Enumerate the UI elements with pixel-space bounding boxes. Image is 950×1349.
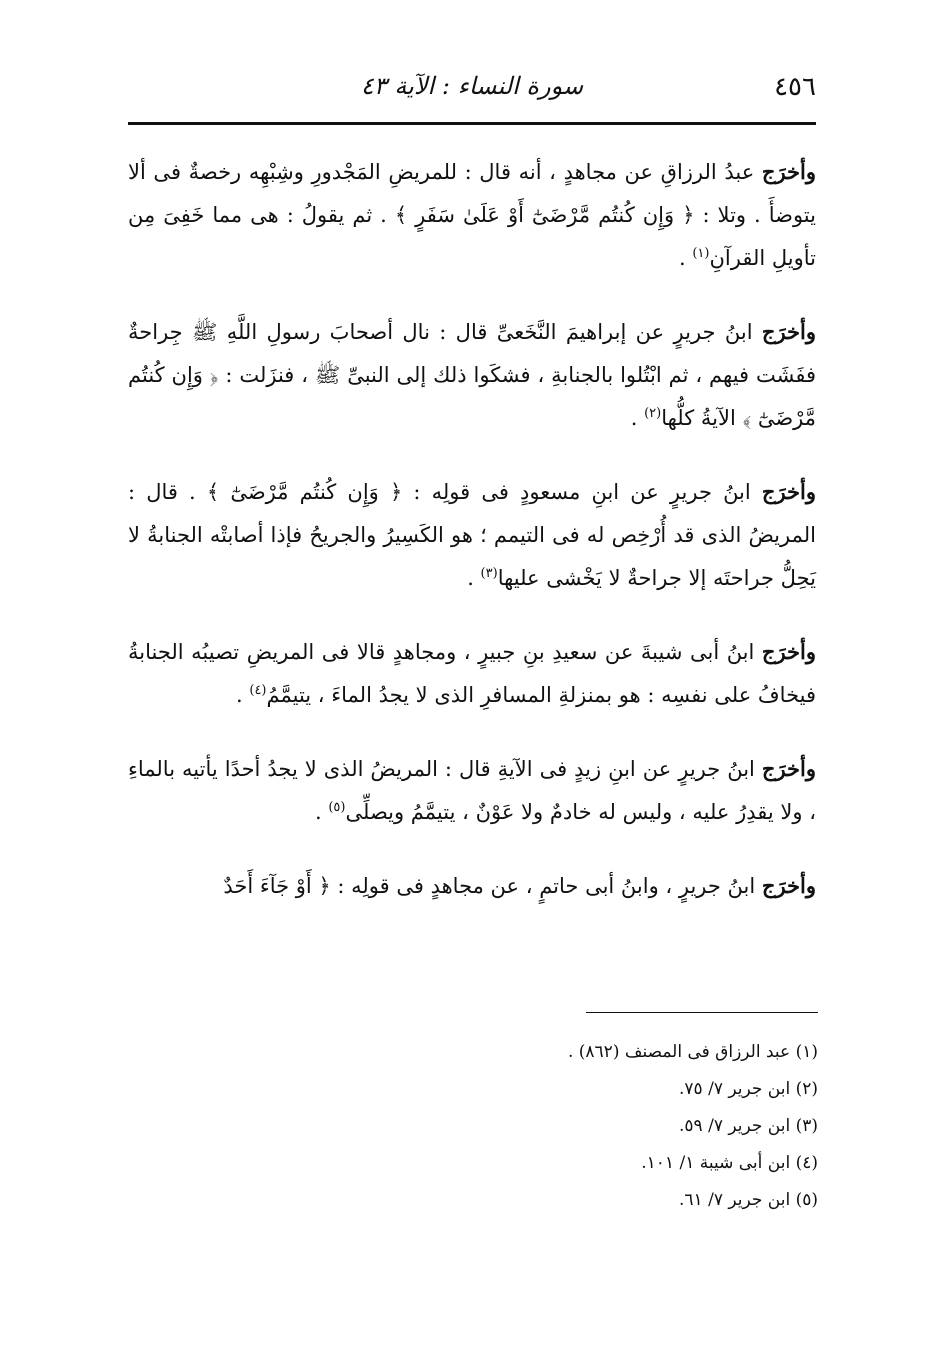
paragraph: [128, 470, 816, 600]
paragraph: [128, 150, 816, 280]
header-rule: [128, 122, 816, 125]
paragraph-text: عبدُ الرزاقِ عن مجاهدٍ ، أنه قال : للمريضِ المَجْدورِ وشِبْهِه رخصةٌ فى ألا يتوضأَ . وتلا : ﴿ وَإِن كُنتُم مَّرْضَىٰٓ أَوْ عَلَىٰ سَفَرٍ ﴾ . ثم يقولُ : هى مما خَفِىَ مِن تأويلِ القرآنِ: [128, 160, 816, 270]
paragraph-text: ابنُ جريرٍ عن ابنِ زيدٍ فى الآيةِ قال : المريضُ الذى لا يجدُ أحدًا يأتيه بالماءِ ، ولا يقدِرُ عليه ، وليس له خادمٌ ولا عَوْنٌ ، يتيمَّمُ ويصلِّى: [128, 757, 816, 824]
paragraph-end: .: [630, 406, 645, 430]
paragraph-lead: وأخرَج: [761, 639, 816, 664]
paragraph: [128, 310, 816, 440]
paragraph-lead: وأخرَج: [761, 479, 816, 504]
paragraph-end: .: [314, 800, 329, 824]
paragraph-text: ابنُ جريرٍ عن ابنِ مسعودٍ فى قولِه : ﴿ وَإِن كُنتُم مَّرْضَىٰٓ ﴾ . قال : المريضُ الذى قد أُرْخِص له فى التيمم ؛ هو الكَسِيرُ والجريحُ فإذا أصابتْه الجنابةُ لا يَحِلُّ جراحتَه إلا جراحةٌ لا يَخْشى عليها: [128, 480, 816, 590]
paragraph: [128, 864, 816, 908]
paragraph-text: ابنُ أبى شيبةَ عن سعيدِ بنِ جبيرٍ ، ومجاهدٍ قالا فى المريضِ تصيبُه الجنابةُ فيخافُ على نفسِه : هو بمنزلةِ المسافرِ الذى لا يجدُ الماءَ ، يتيمَّمُ: [128, 640, 816, 707]
paragraph-end: .: [467, 566, 481, 590]
paragraph-text: ابنُ جريرٍ عن إبراهيمَ النَّخَعىِّ قال : نال أصحابَ رسولِ اللَّهِ ﷺ جِراحةٌ ففَشَت فيهم ، ثم ابْتُلوا بالجنابةِ ، فشكَوا ذلك إلى النبىِّ ﷺ ، فنزَلت : ﴿ وَإِن كُنتُم مَّرْضَىٰٓ ﴾ الآيةُ كلُّها: [128, 320, 816, 430]
footnote: (١) عبد الرزاق فى المصنف (٨٦٢) .: [567, 1042, 818, 1062]
footnote-ref[interactable]: (٤): [249, 683, 267, 698]
paragraph-text: ابنُ جريرٍ ، وابنُ أبى حاتمٍ ، عن مجاهدٍ فى قولِه : ﴿ أَوْ جَآءَ أَحَدٌ: [223, 874, 762, 898]
footnote-ref[interactable]: (٣): [480, 566, 498, 581]
paragraph-lead: وأخرَج: [761, 873, 816, 898]
footnote: (٤) ابن أبى شيبة ١/ ١٠١.: [641, 1153, 818, 1173]
paragraph: [128, 630, 816, 717]
paragraph-end: .: [236, 683, 250, 707]
footnotes: [300, 1034, 818, 1219]
footnote: (٥) ابن جرير ٧/ ٦١.: [679, 1190, 818, 1210]
page-header: [128, 60, 816, 122]
main-text: [128, 150, 816, 938]
footnote-ref[interactable]: (٥): [328, 800, 346, 815]
paragraph-lead: وأخرَج: [761, 319, 816, 344]
paragraph-lead: وأخرَج: [761, 159, 816, 184]
footnote-ref[interactable]: (١): [692, 246, 710, 261]
footnote-ref[interactable]: (٢): [644, 406, 662, 421]
page-number: ٤٥٦: [774, 72, 816, 102]
footnote-rule: [586, 1012, 818, 1013]
paragraph-lead: وأخرَج: [761, 756, 816, 781]
paragraph-end: .: [678, 246, 693, 270]
running-title: سورة النساء : الآية ٤٣: [360, 72, 584, 100]
footnote: (٢) ابن جرير ٧/ ٧٥.: [679, 1079, 818, 1099]
footnote: (٣) ابن جرير ٧/ ٥٩.: [679, 1116, 818, 1136]
paragraph: [128, 747, 816, 834]
